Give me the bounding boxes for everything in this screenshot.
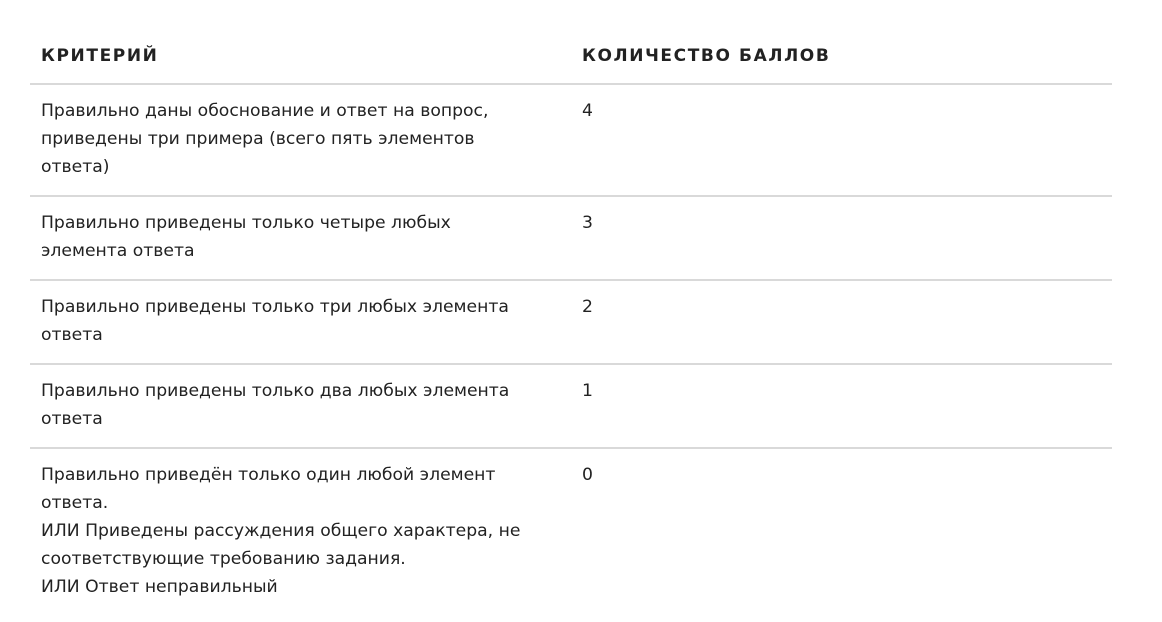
criterion-cell (30, 197, 572, 281)
score-cell: 2 (582, 297, 593, 317)
table-row (30, 365, 1112, 449)
criterion-text: Правильно приведён только один любой элемент ответа. ИЛИ Приведены рассуждения общего характера, не соответствующие требованию задания. ИЛИ Ответ неправильный (41, 465, 521, 597)
criterion-text: Правильно приведены только четыре любых элемента ответа (41, 213, 451, 261)
header-score: КОЛИЧЕСТВО БАЛЛОВ (582, 46, 831, 66)
criterion-cell (30, 85, 572, 197)
score-cell: 0 (582, 465, 593, 485)
table-row (30, 449, 1112, 619)
header-criterion: КРИТЕРИЙ (41, 46, 159, 66)
table-row (30, 85, 1112, 197)
criterion-cell (30, 449, 572, 617)
criterion-cell (30, 281, 572, 365)
criteria-table (30, 0, 1112, 619)
score-cell: 1 (582, 381, 593, 401)
criterion-text: Правильно приведены только два любых элемента ответа (41, 381, 510, 429)
criterion-cell (30, 365, 572, 449)
criterion-text: Правильно приведены только три любых элемента ответа (41, 297, 509, 345)
score-cell: 4 (582, 101, 593, 121)
criterion-text: Правильно даны обоснование и ответ на вопрос, приведены три примера (всего пять элементов ответа) (41, 101, 489, 177)
table-row (30, 197, 1112, 281)
table-header (30, 0, 1112, 85)
table-row (30, 281, 1112, 365)
score-cell: 3 (582, 213, 593, 233)
